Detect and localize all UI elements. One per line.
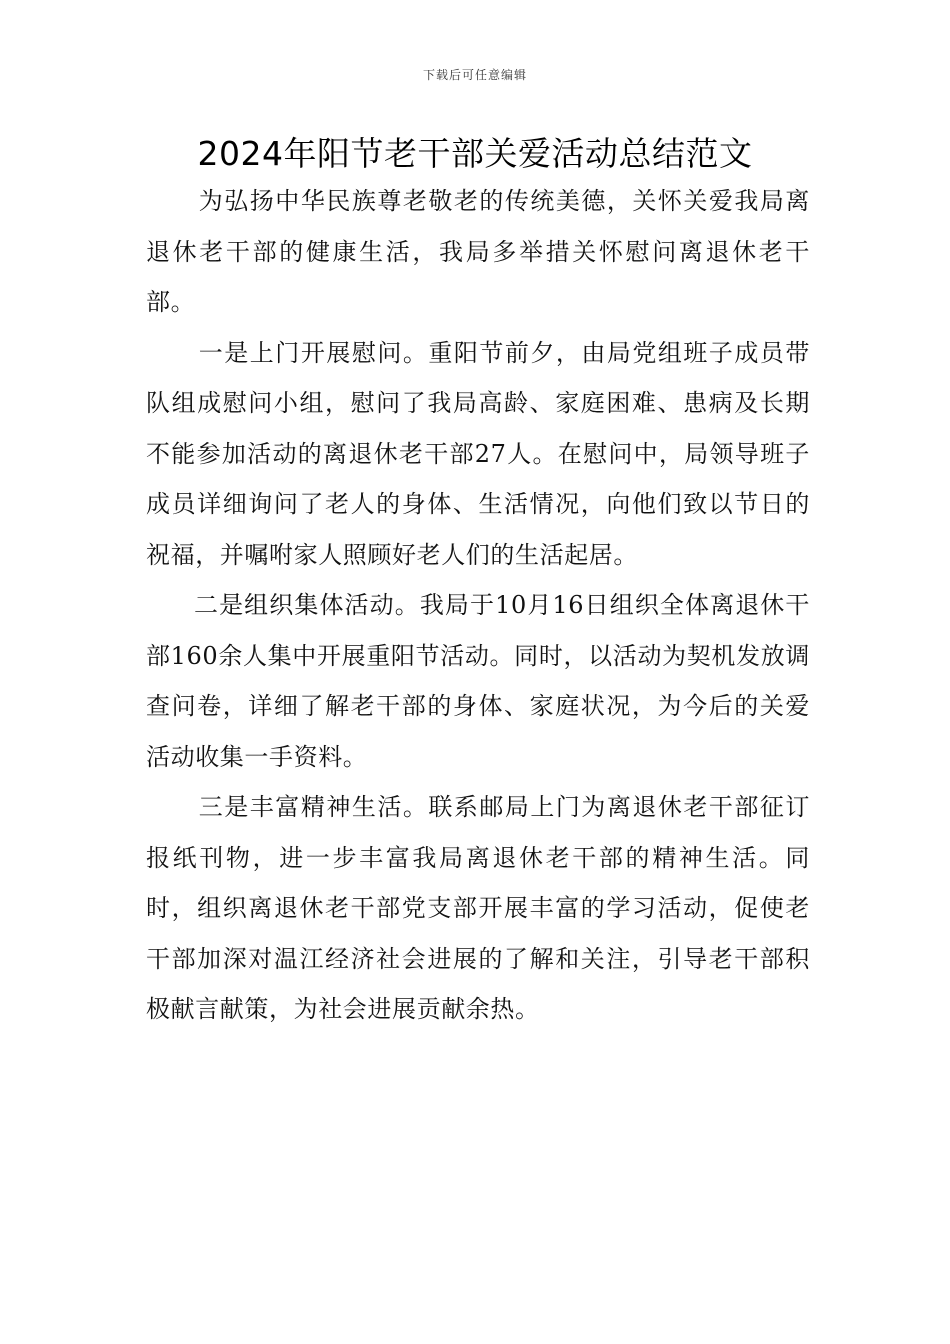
document-body xyxy=(146,176,810,1035)
paragraph-cultural-life: 三是丰富精神生活。联系邮局上门为离退休老干部征订报纸刊物，进一步丰富我局离退休老干部的精神生活。同时，组织离退休老干部党支部开展丰富的学习活动，促使老干部加深对温江经济社会进展的了解和关注，引导老干部积极献言献策，为社会进展贡献余热。 xyxy=(146,793,810,1023)
paragraph-visits: 一是上门开展慰问。重阳节前夕，由局党组班子成员带队组成慰问小组，慰问了我局高龄、家庭困难、患病及长期不能参加活动的离退休老干部27人。在慰问中，局领导班子成员详细询问了老人的身体、生活情况，向他们致以节日的祝福，并嘱咐家人照顾好老人们的生活起居。 xyxy=(146,338,810,569)
paragraph-group-activity: 二是组织集体活动。我局于10月16日组织全体离退休干部160余人集中开展重阳节活动。同时，以活动为契机发放调查问卷，详细了解老干部的身体、家庭状况，为今后的关爱活动收集一手资料。 xyxy=(146,591,810,771)
document-title: 2024年阳节老干部关爱活动总结范文 xyxy=(197,134,753,173)
header-note: 下载后可任意编辑 xyxy=(422,68,527,82)
paragraph-intro: 为弘扬中华民族尊老敬老的传统美德，关怀关爱我局离退休老干部的健康生活，我局多举措关怀慰问离退休老干部。 xyxy=(146,187,810,316)
